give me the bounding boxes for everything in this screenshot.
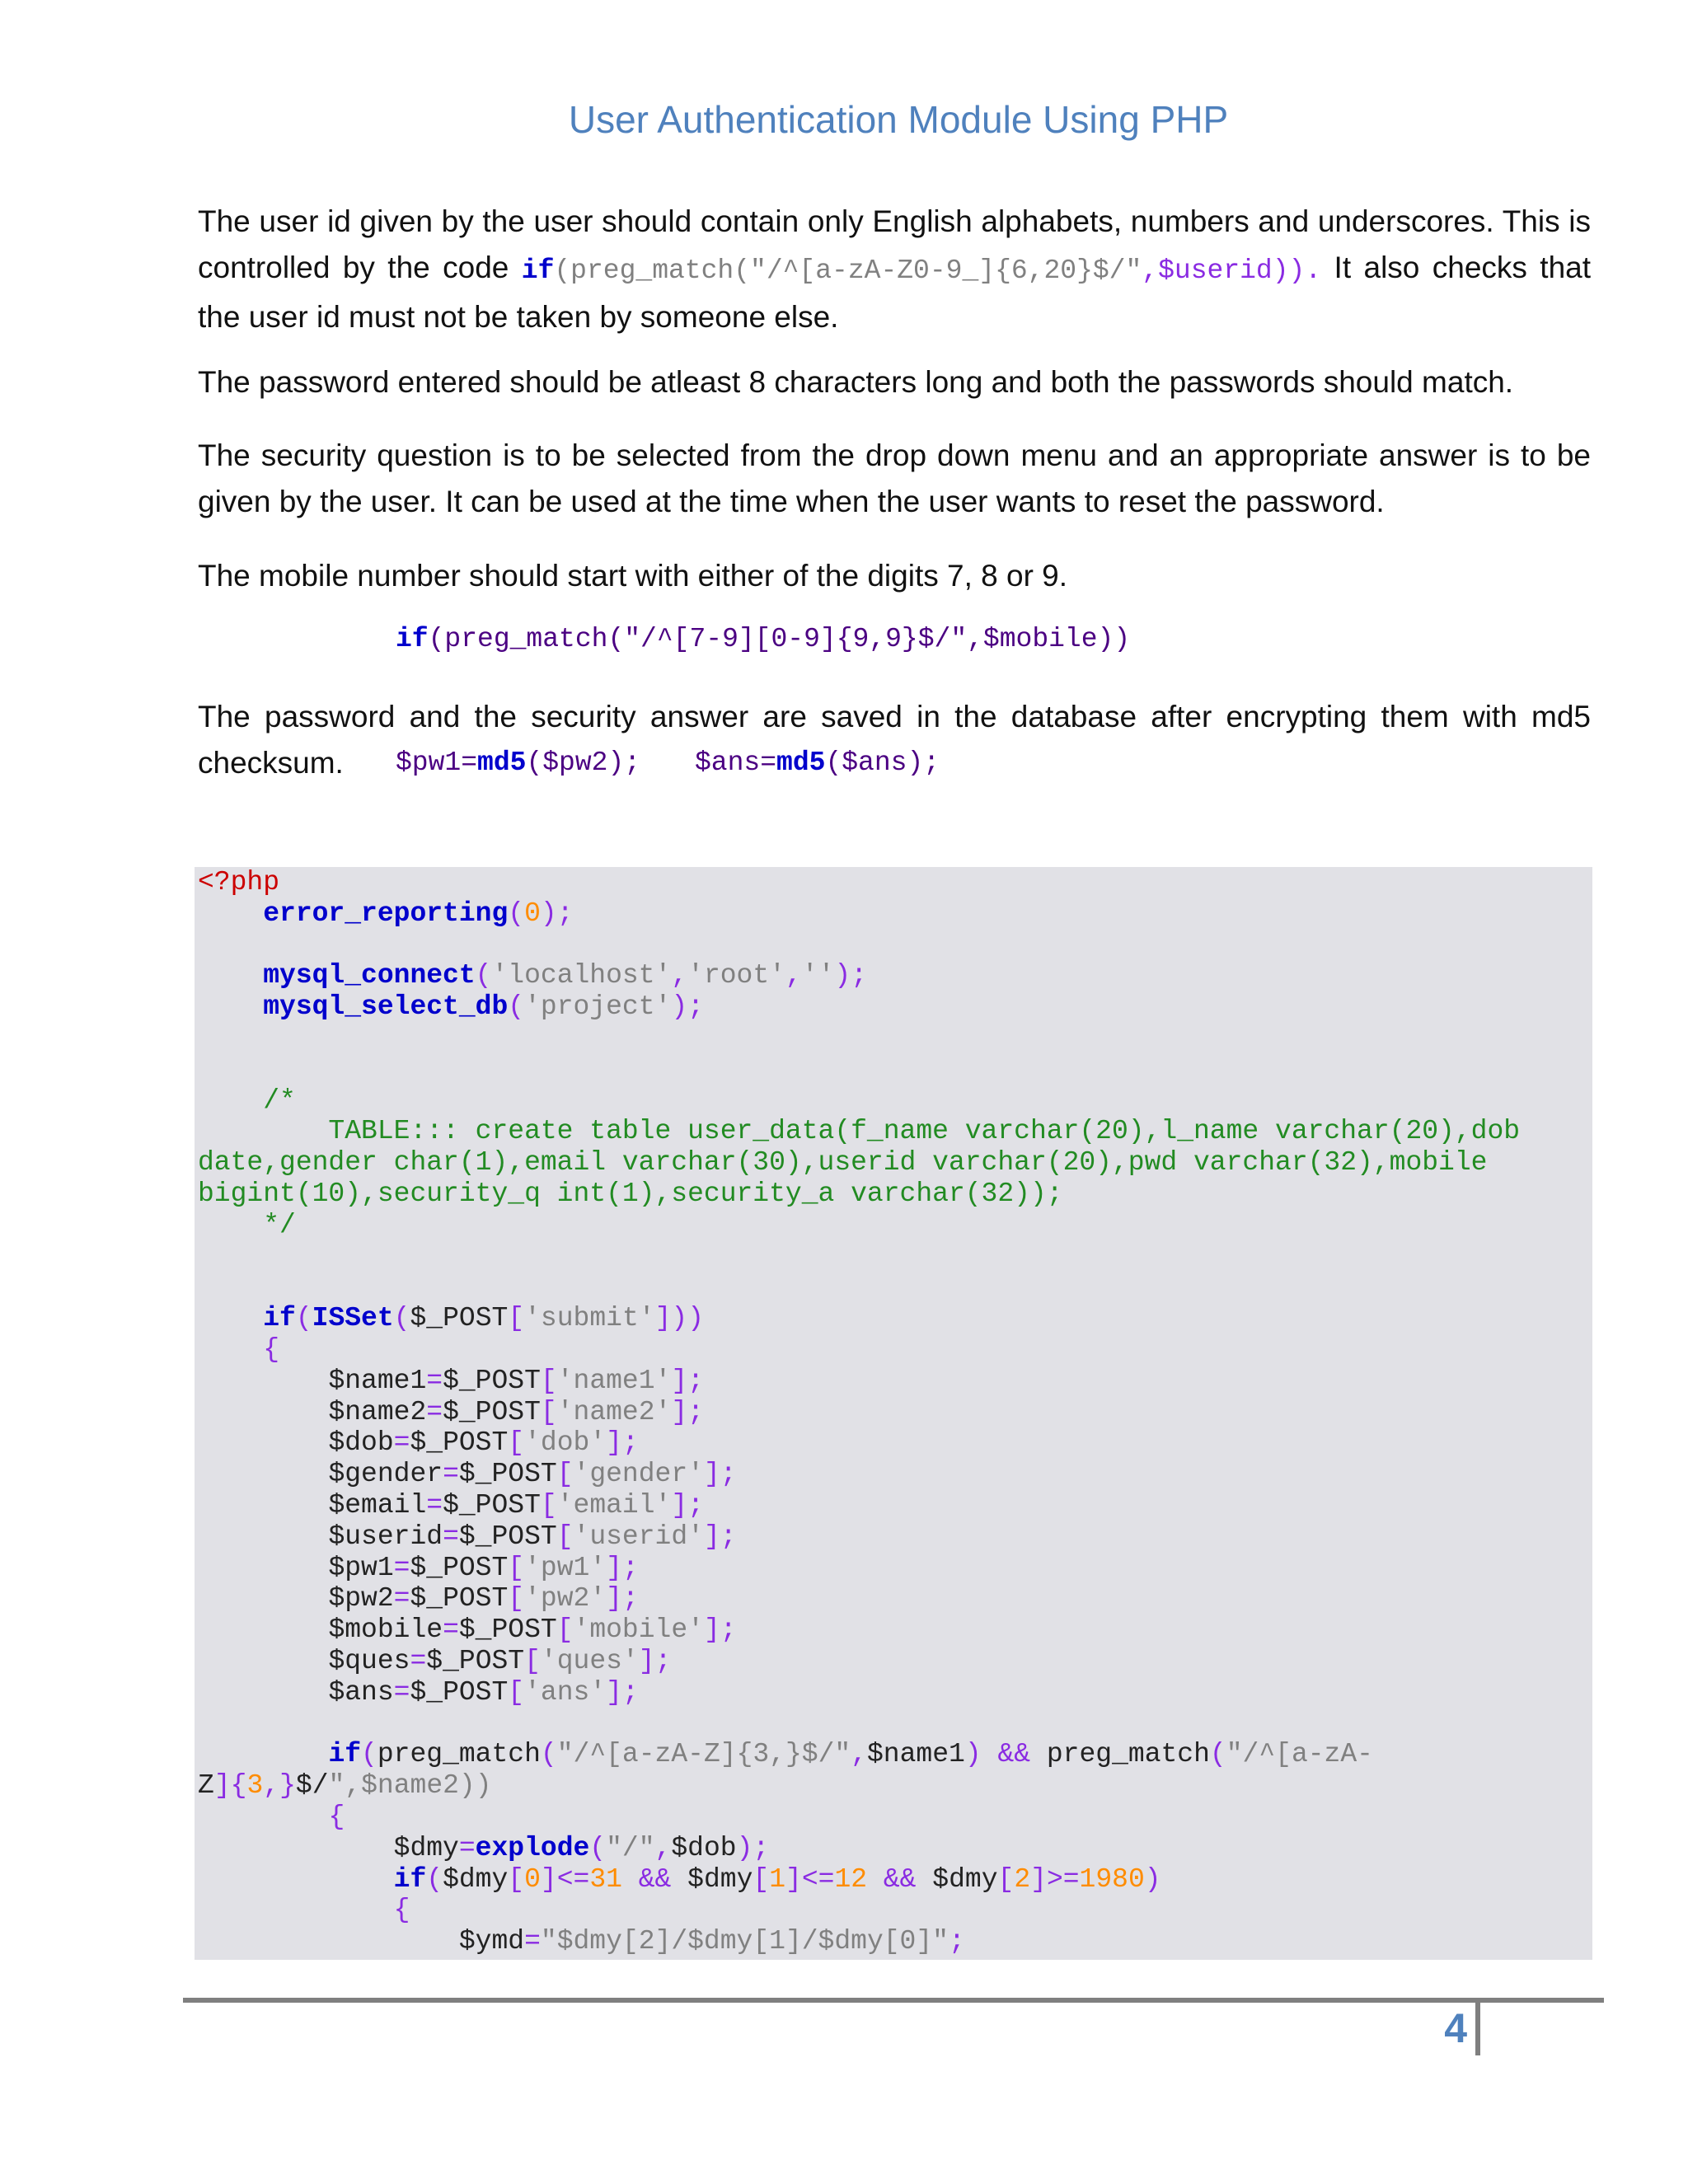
page-header-title: User Authentication Module Using PHP [568,98,1229,141]
code-line-pw1 [396,748,640,778]
code-line: mysql_connect('localhost','root',''); [263,960,868,991]
page-number: 4 [1444,2005,1467,2051]
code-function: (preg_match( [554,255,751,286]
php-code-block [195,867,1592,1960]
code-line: { [263,1333,280,1365]
code-line [198,1272,1520,1303]
code-line: $ans=$_POST['ans']; [328,1676,639,1708]
code-line: $userid=$_POST['userid']; [328,1521,737,1552]
code-line: $ymd="$dmy[2]/$dmy[1]/$dmy[0]"; [458,1926,965,1957]
code-line: $name1=$_POST['name1']; [328,1365,704,1396]
code-line: if(ISSet($_POST['submit'])) [263,1303,704,1334]
code-line: $pw2=$_POST['pw2']; [328,1583,639,1615]
code-line: $dmy=explode("/",$dob); [393,1832,770,1863]
code-line: if($dmy[0]<=31 && $dmy[1]<=12 && $dmy[2]>=1980) [393,1863,1161,1895]
code-var: $pw1= [396,748,478,778]
code-string: "/^[a-zA-Z0-9_]{6,20}$/" [750,255,1142,286]
code-line: if(preg_match("/^[a-zA-Z]{3,}$/",$name1) && preg_match("/^[a-zA- [328,1739,1373,1770]
code-line: { [393,1895,410,1926]
code-line-mobile [396,624,1130,654]
code-function: md5 [776,748,826,778]
paragraph-mobile: The mobile number should start with either of the digits 7, 8 or 9. [198,559,1068,593]
inline-code-userid [522,255,1321,286]
footer-vertical-bar [1475,2003,1480,2055]
code-var: $ans= [695,748,777,778]
code-line [198,1023,1520,1054]
code-line-ans [695,748,940,778]
code-line: TABLE::: create table user_data(f_name varchar(20),l_name varchar(20),dob [198,1116,1521,1147]
code-line: $email=$_POST['email']; [328,1489,704,1521]
code-args: (preg_match("/^[7-9][0-9]{9,9}$/",$mobile)) [428,624,1131,654]
code-line: $name2=$_POST['name2']; [328,1396,704,1427]
code-line: <?php [198,867,280,898]
paragraph-security-question: The security question is to be selected from the drop down menu and an appropriate answer is to be given by the user. It can be used at the time when the user wants to reset the password. [198,438,1591,518]
code-line [198,1241,1520,1272]
code-line: $gender=$_POST['gender']; [328,1459,737,1490]
code-line: $mobile=$_POST['mobile']; [328,1615,737,1646]
code-keyword: if [521,255,555,286]
code-line: /* [198,1085,296,1116]
paragraph-userid-text-b: It also checks that the user id must not be taken by someone else. [198,251,1592,334]
code-line: */ [198,1209,296,1240]
code-line [198,1708,1520,1740]
code-args: ,$userid)). [1142,255,1322,286]
code-args: ($ans); [825,748,940,778]
paragraph-userid-text-a: The user id given by the user should contain only English alphabets, numbers and underscores. This is controlled by the code [198,204,1591,284]
php-code [198,867,1520,1957]
code-line: { [328,1801,345,1832]
code-line [198,1054,1520,1085]
code-line [198,930,1520,961]
code-line: bigint(10),security_q int(1),security_a varchar(32)); [198,1178,1063,1209]
code-line: date,gender char(1),email varchar(30),userid varchar(20),pwd varchar(32),mobile [198,1147,1488,1179]
code-args: ($pw2); [526,748,641,778]
code-line: mysql_select_db('project'); [263,991,704,1023]
code-line: error_reporting(0); [263,898,574,929]
code-line: $ques=$_POST['ques']; [328,1645,672,1676]
code-keyword: if [396,624,429,654]
paragraph-userid [198,199,1591,340]
paragraph-md5-text: The password and the security answer are saved in the database after encrypting them with md5 checksum. [198,700,1591,780]
code-line: $pw1=$_POST['pw1']; [328,1552,639,1583]
footer-divider [183,1998,1604,2003]
code-function: md5 [477,748,527,778]
paragraph-password: The password entered should be atleast 8 characters long and both the passwords should match. [198,365,1514,399]
code-line: Z]{3,}$/",$name2)) [198,1770,492,1802]
code-line: $dob=$_POST['dob']; [328,1427,639,1459]
